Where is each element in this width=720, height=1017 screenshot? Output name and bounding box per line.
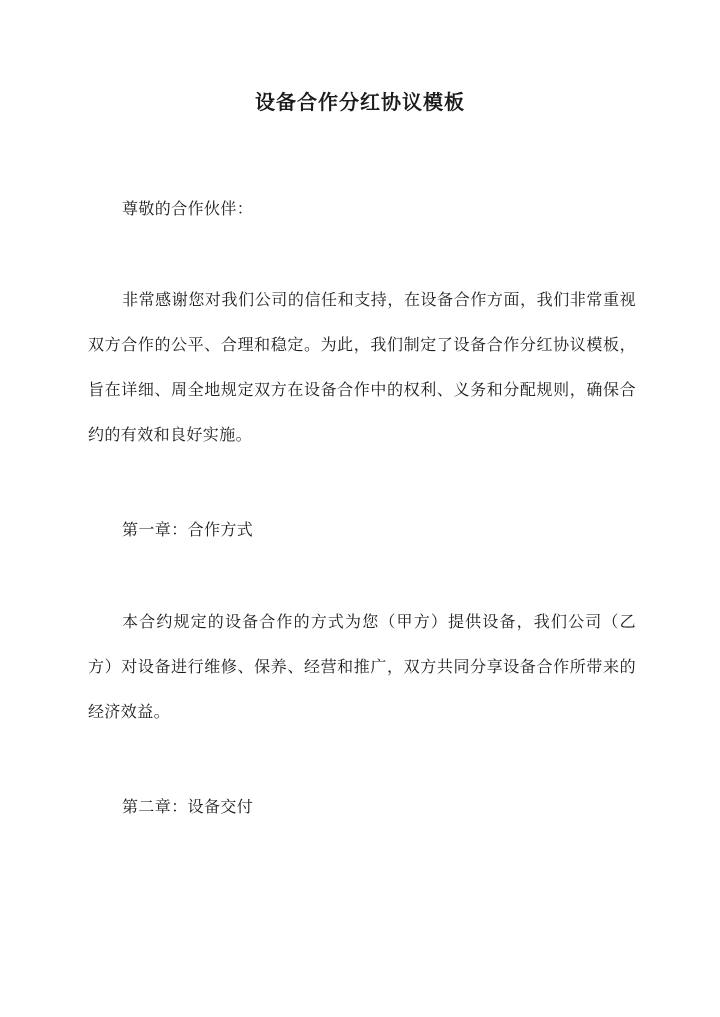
chapter-2-heading: 第二章：设备交付 (122, 797, 254, 816)
document-title: 设备合作分红协议模板 (255, 90, 465, 114)
chapter-1-heading: 第一章：合作方式 (122, 520, 254, 539)
greeting-paragraph: 尊敬的合作伙伴： (122, 199, 254, 218)
chapter-1-body: 本合约规定的设备合作的方式为您（甲方）提供设备，我们公司（乙方）对设备进行维修、保养、经营和推广，双方共同分享设备合作所带来的经济效益。 (88, 612, 636, 721)
intro-paragraph: 非常感谢您对我们公司的信任和支持，在设备合作方面，我们非常重视双方合作的公平、合理和稳定。为此，我们制定了设备合作分红协议模板，旨在详细、周全地规定双方在设备合作中的权利、义务和分配规则，确保合约的有效和良好实施。 (88, 290, 636, 444)
